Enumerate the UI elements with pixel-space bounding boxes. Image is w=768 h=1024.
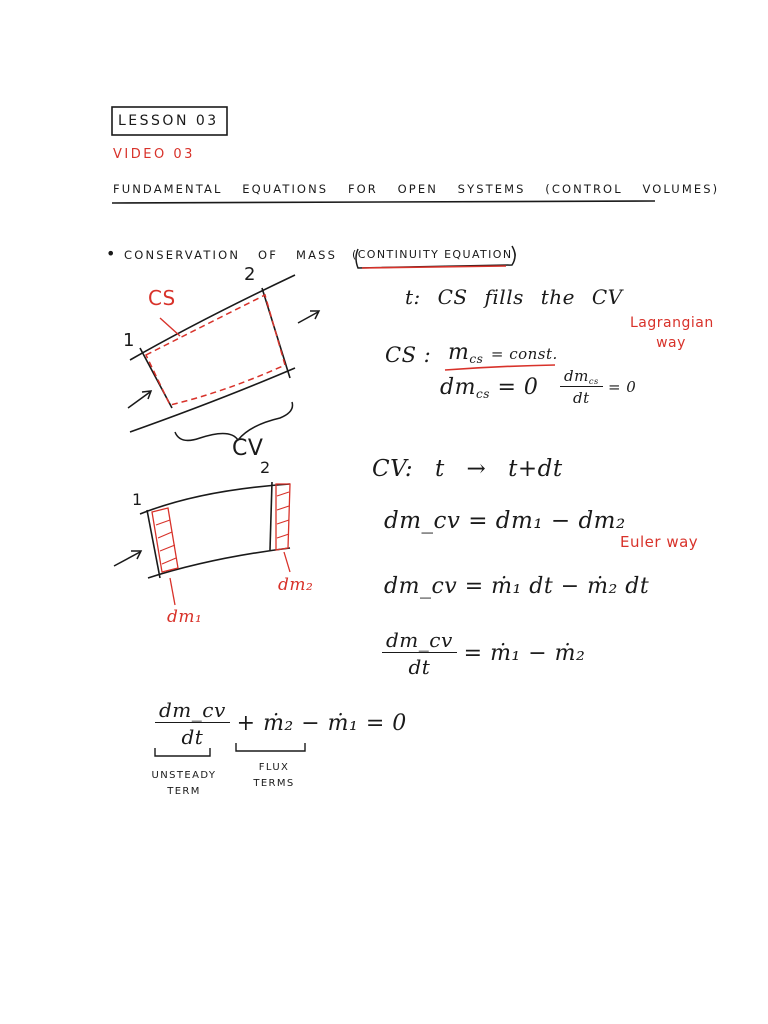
flux-terms-label: FLUX TERMS [253,762,295,789]
dm-cs-dt-eq: $\frac{dm_{cs}}{dt}$ = 0 [560,367,636,407]
cs-label: CS [148,286,176,310]
cv-time-step: CV: t → t+dt [372,456,563,482]
video-label: VIDEO 03 [113,147,195,162]
dm1-label: dm₁ [167,607,203,627]
cs-prefix: CS : [385,343,432,367]
heading-underline [112,201,655,203]
section-2-label-b: 2 [260,458,271,477]
section-1-label-b: 1 [132,490,143,509]
lagrangian-label: Lagrangian way [630,315,714,351]
bullet-text: CONSERVATION OF MASS [124,248,338,262]
section-1-label: 1 [123,330,135,351]
continuity-red-underline [362,266,506,268]
section-2-label: 2 [244,264,256,285]
mass-const-eq: $m_{cs}$ = const. [448,340,558,367]
dm-cs-zero-eq: $dm_{cs} = 0$ [440,375,539,402]
dm-cv-eq: dm_cv = dm₁ − dm₂ [384,508,626,534]
lesson-title: LESSON 03 [118,113,219,129]
cv-label: CV [232,436,264,461]
mass-flow-eq: dm_cv = ṁ₁ dt − ṁ₂ dt [384,574,650,599]
cs-fills-cv: t: CS fills the CV [405,285,623,309]
unsteady-term-label: UNSTEADY TERM [151,770,217,797]
heading: FUNDAMENTAL EQUATIONS FOR OPEN SYSTEMS (CONTROL VOLUMES) [113,182,720,196]
bullet-marker: • [106,244,116,263]
unsteady-bracket [155,748,210,756]
dm2-label: dm₂ [278,575,314,595]
euler-label: Euler way [620,533,699,551]
continuity-equation: (CONTINUITY EQUATION) [352,248,519,261]
continuity-final-eq: $\frac{dm\_cv}{dt}$ + ṁ₂ − ṁ₁ = 0 [155,698,407,749]
rate-eq: $\frac{dm\_cv}{dt}$ = ṁ₁ − ṁ₂ [382,628,585,679]
